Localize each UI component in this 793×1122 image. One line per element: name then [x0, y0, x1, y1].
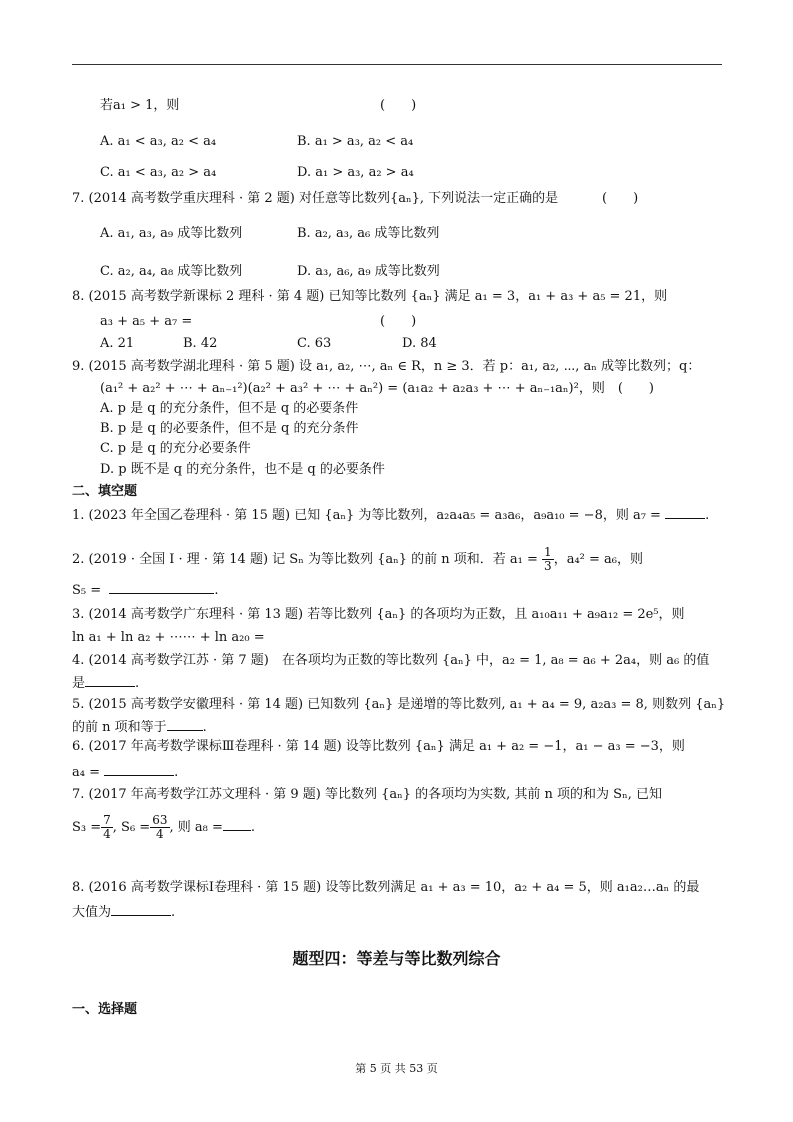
q8-stem: 8. (2015 高考数学新课标 2 理科 · 第 4 题) 已知等比数列 {aₙ} 满足 a₁ = 3，a₁ + a₃ + a₅ = 21，则 [72, 289, 668, 304]
f4-prefix: 是 [72, 676, 86, 691]
q8-option-a: A. 21 [100, 336, 135, 351]
q9-option-d: D. p 既不是 q 的充分条件，也不是 q 的必要条件 [100, 462, 385, 477]
f8-blank [111, 903, 171, 916]
q9-stem: 9. (2015 高考数学湖北理科 · 第 5 题) 设 a₁, a₂, ⋯, aₙ ∈ R，n ≥ 3．若 p：a₁, a₂, ⋯, aₙ 成等比数列；q： [72, 359, 701, 374]
f6-line2: a₄ = . [72, 765, 179, 780]
page-footer: 第 5 页 共 53 页 [355, 1062, 438, 1075]
f7-s3: S₃ = [72, 820, 102, 835]
f7-tail: , 则 a₈ = [169, 820, 223, 835]
f5-text: 5. (2015 高考数学安徽理科 · 第 14 题) 已知数列 {aₙ} 是递增的等比数列, a₁ + a₄ = 9, a₂a₃ = 8, 则数列 {aₙ} [72, 697, 726, 712]
f7-blank [223, 818, 251, 831]
f8-line2: 大值为 . [72, 905, 176, 920]
f7-text: 7. (2017 年高考数学江苏文理科 · 第 9 题) 等比数列 {aₙ} 的各项均为实数, 其前 n 项的和为 Sₙ, 已知 [72, 787, 662, 802]
q9-option-c: C. p 是 q 的充分必要条件 [100, 441, 251, 456]
q7-option-d: D. a₃, a₆, a₉ 成等比数列 [297, 264, 440, 279]
section-choice: 一、选择题 [72, 1002, 138, 1017]
q8-option-d: D. 84 [402, 336, 437, 351]
q8-option-c: C. 63 [297, 336, 332, 351]
q7-paren: ( ) [602, 191, 639, 206]
f7-num1: 7 [103, 813, 111, 827]
f5-line2: 的前 n 项和等于 . [72, 720, 207, 735]
f7-line2: S₃ = $\frac{7}{4}$ , S₆ = $\frac{63}{4}$ , 则 a₈ = . [72, 813, 256, 841]
f2-line2: S₅ = . [72, 583, 219, 598]
f7-frac2 [150, 814, 169, 841]
f7-num2: 63 [152, 813, 168, 827]
f8-prefix: 大值为 [72, 905, 112, 920]
f7-frac1 [101, 814, 113, 841]
section-heading: 题型四：等差与等比数列综合 [292, 949, 501, 968]
f2-den: 3 [544, 559, 552, 573]
f2-fraction [542, 546, 554, 573]
f7-den1: 4 [103, 827, 111, 841]
q9-option-b: B. p 是 q 的必要条件，但不是 q 的充分条件 [100, 421, 359, 436]
q6-paren: ( ) [380, 98, 417, 113]
section-fill-in: 二、填空题 [72, 484, 138, 499]
q6-option-c: C. a₁ < a₃, a₂ > a₄ [100, 165, 217, 180]
header-rule [72, 64, 722, 65]
q7-stem: 7. (2014 高考数学重庆理科 · 第 2 题) 对任意等比数列{aₙ}, 下列说法一定正确的是 [72, 191, 559, 206]
f7-den2: 4 [156, 827, 164, 841]
f2-num: 1 [544, 545, 552, 559]
f2-stem: 2. (2019 · 全国 Ⅰ · 理 · 第 14 题) 记 Sₙ 为等比数列 {aₙ} 的前 n 项和．若 a₁ = [72, 552, 538, 567]
f6-prefix: a₄ = [72, 765, 100, 780]
q7-option-c: C. a₂, a₄, a₈ 成等比数列 [100, 264, 243, 279]
q9-option-a: A. p 是 q 的充分条件，但不是 q 的必要条件 [100, 401, 359, 416]
q7-option-a: A. a₁, a₃, a₉ 成等比数列 [100, 226, 243, 241]
f1-text: 1. (2023 年全国乙卷理科 · 第 15 题) 已知 {aₙ} 为等比数列，a₂a₄a₅ = a₃a₆，a₉a₁₀ = −8，则 a₇ = . [72, 508, 710, 523]
q6-option-a: A. a₁ < a₃, a₂ < a₄ [100, 134, 217, 149]
f7-s6: , S₆ = [112, 820, 151, 835]
q6-option-b: B. a₁ > a₃, a₂ < a₄ [297, 134, 414, 149]
q8-line2: a₃ + a₅ + a₇ = [100, 314, 193, 329]
f1-blank [665, 506, 705, 519]
q6-stem: 若a₁ > 1，则 [100, 98, 180, 113]
f5-blank [167, 718, 203, 731]
f2-blank [109, 581, 214, 594]
f3-line2: ln a₁ + ln a₂ + ⋯⋯ + ln a₂₀ = [72, 630, 265, 645]
f6-text: 6. (2017 年高考数学课标Ⅲ卷理科 · 第 14 题) 设等比数列 {aₙ} 满足 a₁ + a₂ = −1，a₁ − a₃ = −3，则 [72, 739, 685, 754]
f2-tail: ，a₄² = a₆，则 [553, 552, 643, 567]
f2-s5: S₅ = [72, 583, 102, 598]
q6-option-d: D. a₁ > a₃, a₂ > a₄ [297, 165, 414, 180]
f1-stem: 1. (2023 年全国乙卷理科 · 第 15 题) 已知 {aₙ} 为等比数列，a₂a₄a₅ = a₃a₆，a₉a₁₀ = −8，则 a₇ = [72, 508, 661, 523]
f8-text: 8. (2016 高考数学课标Ⅰ卷理科 · 第 15 题) 设等比数列满足 a₁ + a₃ = 10，a₂ + a₄ = 5，则 a₁a₂…aₙ 的最 [72, 880, 700, 895]
f2-text [72, 546, 643, 573]
q8-paren: ( ) [380, 314, 417, 329]
f5-prefix: 的前 n 项和等于 [72, 720, 167, 735]
f3-text: 3. (2014 高考数学广东理科 · 第 13 题) 若等比数列 {aₙ} 的各项均为正数，且 a₁₀a₁₁ + a₉a₁₂ = 2e⁵，则 [72, 607, 685, 622]
q9-formula: (a₁² + a₂² + ⋯ + aₙ₋₁²)(a₂² + a₃² + ⋯ + aₙ²) = (a₁a₂ + a₂a₃ + ⋯ + aₙ₋₁aₙ)²，则 ( ) [100, 381, 654, 396]
f4-line2: 是 . [72, 676, 140, 691]
q8-option-b: B. 42 [183, 336, 218, 351]
f4-blank [85, 674, 135, 687]
f4-text: 4. (2014 高考数学江苏 · 第 7 题) 在各项均为正数的等比数列 {aₙ} 中，a₂ = 1, a₈ = a₆ + 2a₄，则 a₆ 的值 [72, 653, 710, 668]
f6-blank [104, 763, 174, 776]
q7-option-b: B. a₂, a₃, a₆ 成等比数列 [297, 226, 440, 241]
